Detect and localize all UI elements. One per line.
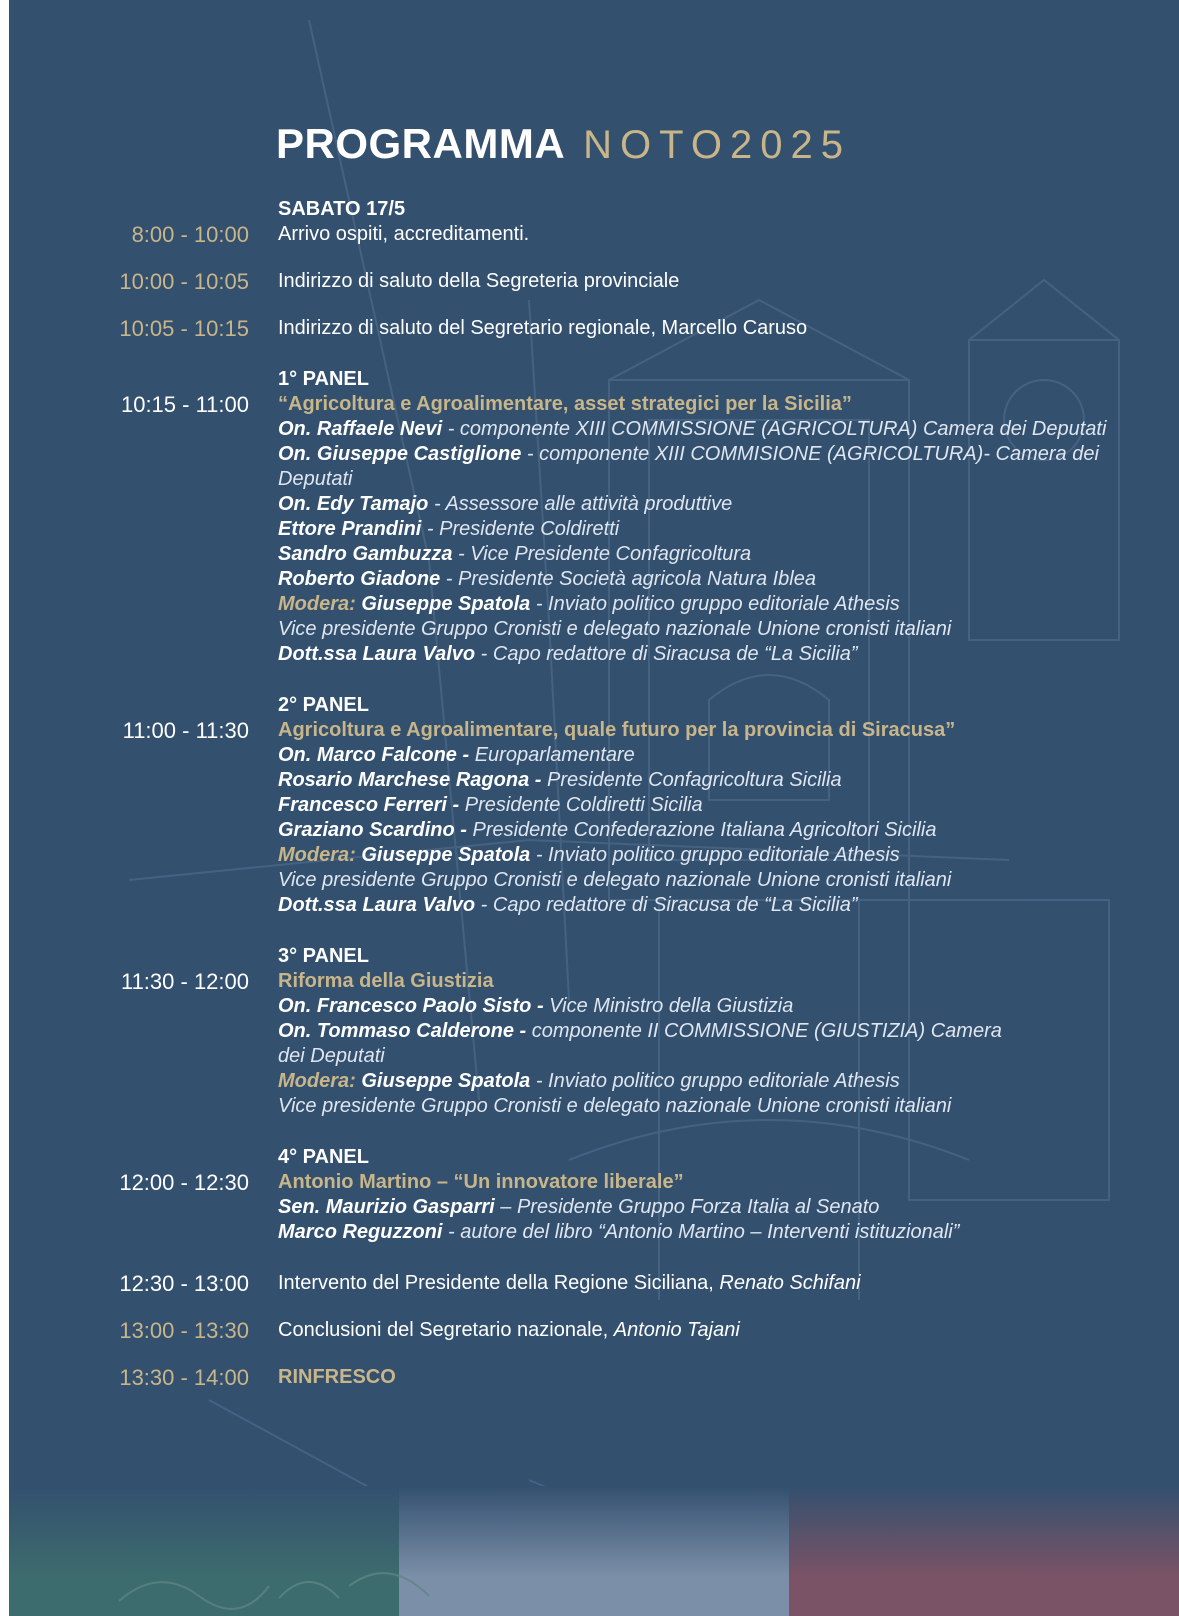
speaker-name: On. Marco Falcone -	[278, 744, 470, 766]
panel-label: 2° PANEL	[278, 694, 369, 716]
moderator-role-2: Vice presidente Gruppo Cronisti e delegato nazionale Unione cronisti italiani	[278, 869, 952, 891]
speaker-name: Sandro Gambuzza	[278, 543, 453, 565]
speaker-name: Graziano Scardino -	[278, 819, 467, 841]
speaker-name: On. Tommaso Calderone -	[278, 1020, 527, 1042]
speaker-role: Vice Ministro della Giustizia	[543, 995, 794, 1017]
item-text: Arrivo ospiti, accreditamenti.	[278, 223, 530, 245]
moderator-name: Giuseppe Spatola	[355, 844, 531, 866]
panel-label: 1° PANEL	[278, 368, 369, 390]
speaker-role: Europarlamentare	[469, 744, 635, 766]
speaker	[278, 793, 1108, 818]
schedule-item	[9, 197, 1179, 247]
time-slot: 13:30 - 14:00	[119, 1365, 249, 1390]
speaker-name: Ettore Prandini	[278, 518, 422, 540]
moderator-label: Modera:	[278, 593, 356, 615]
item-label: Intervento del Presidente della Regione Siciliana,	[278, 1272, 720, 1294]
refreshment-label: RINFRESCO	[278, 1366, 396, 1388]
item-text: Indirizzo di saluto della Segreteria provinciale	[278, 270, 680, 292]
moderator	[278, 843, 1108, 868]
time-slot: 8:00 - 10:00	[131, 222, 249, 247]
speaker	[278, 417, 1108, 442]
speaker-role: - Assessore alle attività produttive	[428, 493, 733, 515]
speaker	[278, 542, 1108, 567]
speaker-role: - autore del libro “Antonio Martino – Interventi istituzionali”	[442, 1221, 960, 1243]
time-slot: 10:05 - 10:15	[119, 316, 249, 341]
speaker-role: Presidente Confagricoltura Sicilia	[541, 769, 842, 791]
speaker-name: Marco Reguzzoni	[278, 1221, 443, 1243]
speaker-role: - Capo redattore di Siracusa de “La Sicilia”	[475, 643, 858, 665]
moderator-name: Giuseppe Spatola	[355, 1070, 531, 1092]
italian-flag-band	[9, 1486, 1179, 1616]
speaker-name: Dott.ssa Laura Valvo	[278, 894, 476, 916]
speaker	[278, 743, 1108, 768]
title-programma: PROGRAMMA	[276, 120, 566, 167]
speaker	[278, 642, 1108, 667]
moderator	[278, 592, 1108, 617]
panel-title: Antonio Martino – “Un innovatore liberale”	[278, 1171, 684, 1193]
schedule-item	[9, 316, 1179, 341]
moderator-role-line	[278, 1094, 1108, 1119]
panel-title: Agricoltura e Agroalimentare, quale futuro per la provincia di Siracusa”	[278, 719, 956, 741]
speaker-role: - Vice Presidente Confagricoltura	[452, 543, 752, 565]
panel-title: Riforma della Giustizia	[278, 970, 494, 992]
time-slot: 10:15 - 11:00	[120, 392, 249, 417]
panel-2	[9, 693, 1179, 918]
speaker-role: – Presidente Gruppo Forza Italia al Senato	[494, 1196, 880, 1218]
speaker	[278, 492, 1108, 517]
time-slot: 11:30 - 12:00	[120, 969, 249, 994]
speaker-name: Francesco Ferreri -	[278, 794, 460, 816]
item-text: Indirizzo di saluto del Segretario regionale, Marcello Caruso	[278, 317, 808, 339]
speaker-role: componente II COMMISSIONE (GIUSTIZIA) Camera dei Deputati	[278, 1020, 1002, 1067]
moderator-role: - Inviato politico gruppo editoriale Athesis	[530, 844, 900, 866]
speaker-role: - componente XIII COMMISIONE (AGRICOLTURA)- Camera dei Deputati	[278, 443, 1099, 490]
speaker-role: - Capo redattore di Siracusa de “La Sicilia”	[475, 894, 858, 916]
page-title	[276, 116, 851, 182]
item-person: Antonio Tajani	[613, 1319, 740, 1341]
speaker	[278, 1195, 1108, 1220]
speaker	[278, 768, 1108, 793]
speaker	[278, 517, 1108, 542]
schedule-item	[9, 1365, 1179, 1390]
program-page	[9, 0, 1179, 1616]
panel-label: 3° PANEL	[278, 945, 369, 967]
speaker	[278, 893, 1108, 918]
speaker-role: - componente XIII COMMISSIONE (AGRICOLTURA) Camera dei Deputati	[442, 418, 1107, 440]
speaker-role: - Presidente Società agricola Natura Iblea	[440, 568, 816, 590]
moderator-role: - Inviato politico gruppo editoriale Athesis	[530, 1070, 900, 1092]
speaker-name: On. Raffaele Nevi	[278, 418, 443, 440]
speaker-name: On. Francesco Paolo Sisto -	[278, 995, 544, 1017]
moderator-label: Modera:	[278, 1070, 356, 1092]
item-person: Renato Schifani	[719, 1272, 861, 1294]
moderator-role-2: Vice presidente Gruppo Cronisti e delegato nazionale Unione cronisti italiani	[278, 1095, 952, 1117]
moderator-role: - Inviato politico gruppo editoriale Athesis	[530, 593, 900, 615]
panel-1	[9, 367, 1179, 667]
time-slot: 11:00 - 11:30	[122, 718, 249, 743]
speaker	[278, 442, 1108, 492]
schedule-item	[9, 1318, 1179, 1343]
moderator-role-line	[278, 868, 1108, 893]
speaker-name: Sen. Maurizio Gasparri	[278, 1196, 495, 1218]
speaker	[278, 1019, 1018, 1069]
schedule	[9, 197, 1179, 1412]
speaker-name: On. Giuseppe Castiglione	[278, 443, 522, 465]
speaker-name: Dott.ssa Laura Valvo	[278, 643, 476, 665]
speaker	[278, 567, 1108, 592]
speaker	[278, 994, 1108, 1019]
schedule-item	[9, 269, 1179, 294]
moderator-name: Giuseppe Spatola	[355, 593, 531, 615]
moderator-role-2: Vice presidente Gruppo Cronisti e delegato nazionale Unione cronisti italiani	[278, 618, 952, 640]
panel-label: 4° PANEL	[278, 1146, 369, 1168]
speaker	[278, 1220, 1108, 1245]
speaker-name: Rosario Marchese Ragona -	[278, 769, 542, 791]
time-slot: 13:00 - 13:30	[119, 1318, 249, 1343]
time-slot: 10:00 - 10:05	[119, 269, 249, 294]
day-label: SABATO 17/5	[278, 198, 406, 220]
time-slot: 12:30 - 13:00	[119, 1271, 249, 1296]
speaker-name: On. Edy Tamajo	[278, 493, 429, 515]
title-noto2025: NOTO2025	[583, 123, 851, 167]
time-slot: 12:00 - 12:30	[119, 1170, 249, 1195]
panel-4	[9, 1145, 1179, 1245]
speaker-role: Presidente Coldiretti Sicilia	[459, 794, 703, 816]
speaker-name: Roberto Giadone	[278, 568, 441, 590]
item-label: Conclusioni del Segretario nazionale,	[278, 1319, 614, 1341]
speaker-role: Presidente Confederazione Italiana Agricoltori Sicilia	[466, 819, 937, 841]
schedule-item	[9, 1271, 1179, 1296]
item-text	[278, 1271, 1108, 1296]
item-text	[278, 1318, 1108, 1343]
moderator	[278, 1069, 1108, 1094]
speaker-role: - Presidente Coldiretti	[421, 518, 620, 540]
panel-title: “Agricoltura e Agroalimentare, asset strategici per la Sicilia”	[278, 393, 852, 415]
moderator-role-line	[278, 617, 1108, 642]
moderator-label: Modera:	[278, 844, 356, 866]
panel-3	[9, 944, 1179, 1119]
speaker	[278, 818, 1108, 843]
